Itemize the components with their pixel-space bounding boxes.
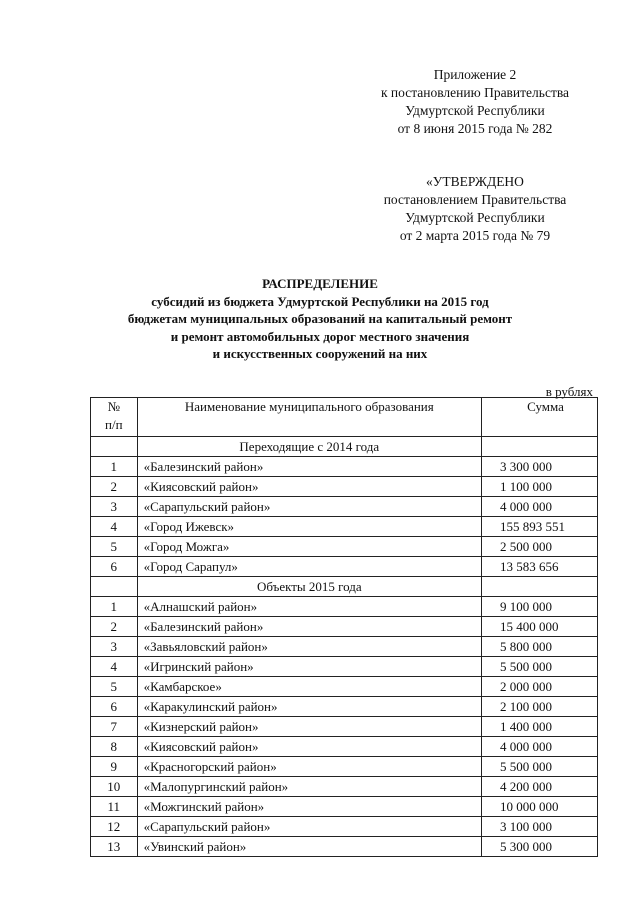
header-sum: Сумма bbox=[482, 398, 598, 437]
table-row bbox=[91, 497, 598, 517]
row-sum: 1 400 000 bbox=[482, 717, 598, 737]
row-sum: 10 000 000 bbox=[482, 797, 598, 817]
section-title: Объекты 2015 года bbox=[137, 577, 481, 597]
row-name: «Город Сарапул» bbox=[137, 557, 481, 577]
table-row bbox=[91, 697, 598, 717]
section-empty-cell bbox=[482, 577, 598, 597]
row-sum: 5 300 000 bbox=[482, 837, 598, 857]
row-sum: 3 300 000 bbox=[482, 457, 598, 477]
row-name: «Алнашский район» bbox=[137, 597, 481, 617]
row-name: «Малопургинский район» bbox=[137, 777, 481, 797]
row-name: «Балезинский район» bbox=[137, 457, 481, 477]
table-row bbox=[91, 637, 598, 657]
annex-line-2: к постановлению Правительства bbox=[380, 85, 570, 100]
unit-label: в рублях bbox=[545, 384, 593, 399]
row-number: 6 bbox=[91, 697, 138, 717]
annex-line-3: Удмуртской Республики bbox=[405, 103, 545, 118]
section-empty-cell bbox=[91, 437, 138, 457]
row-sum: 4 200 000 bbox=[482, 777, 598, 797]
table-row bbox=[91, 597, 598, 617]
row-sum: 4 000 000 bbox=[482, 737, 598, 757]
row-number: 6 bbox=[91, 557, 138, 577]
row-name: «Можгинский район» bbox=[137, 797, 481, 817]
header-number bbox=[91, 398, 138, 437]
row-name: «Киясовский район» bbox=[137, 477, 481, 497]
row-sum: 15 400 000 bbox=[482, 617, 598, 637]
title-line-1: РАСПРЕДЕЛЕНИЕ bbox=[262, 276, 378, 291]
row-name: «Каракулинский район» bbox=[137, 697, 481, 717]
table-row bbox=[91, 477, 598, 497]
table-row bbox=[91, 617, 598, 637]
annex-line-1: Приложение 2 bbox=[433, 67, 517, 82]
section-row bbox=[91, 577, 598, 597]
row-name: «Красногорский район» bbox=[137, 757, 481, 777]
row-sum: 5 500 000 bbox=[482, 657, 598, 677]
row-sum: 4 000 000 bbox=[482, 497, 598, 517]
table-row bbox=[91, 517, 598, 537]
table-row bbox=[91, 657, 598, 677]
row-sum: 3 100 000 bbox=[482, 817, 598, 837]
approved-line-3: Удмуртской Республики bbox=[405, 210, 545, 225]
row-sum: 5 800 000 bbox=[482, 637, 598, 657]
subsidy-table bbox=[90, 397, 598, 857]
table-row bbox=[91, 797, 598, 817]
table-row bbox=[91, 837, 598, 857]
header-name: Наименование муниципального образования bbox=[137, 398, 481, 437]
row-number: 7 bbox=[91, 717, 138, 737]
document-title bbox=[60, 275, 580, 363]
row-name: «Камбарское» bbox=[137, 677, 481, 697]
row-number: 3 bbox=[91, 637, 138, 657]
row-name: «Киясовский район» bbox=[137, 737, 481, 757]
row-name: «Игринский район» bbox=[137, 657, 481, 677]
table-row bbox=[91, 757, 598, 777]
row-name: «Город Можга» bbox=[137, 537, 481, 557]
row-number: 9 bbox=[91, 757, 138, 777]
table-row bbox=[91, 817, 598, 837]
table-row bbox=[91, 737, 598, 757]
row-sum: 155 893 551 bbox=[482, 517, 598, 537]
title-line-5: и искусственных сооружений на них bbox=[212, 346, 428, 361]
row-number: 5 bbox=[91, 677, 138, 697]
approved-line-2: постановлением Правительства bbox=[383, 192, 567, 207]
row-name: «Завьяловский район» bbox=[137, 637, 481, 657]
row-name: «Сарапульский район» bbox=[137, 817, 481, 837]
title-line-2: субсидий из бюджета Удмуртской Республики на 2015 год bbox=[151, 293, 489, 309]
table-row bbox=[91, 677, 598, 697]
row-sum: 13 583 656 bbox=[482, 557, 598, 577]
row-number: 11 bbox=[91, 797, 138, 817]
section-row bbox=[91, 437, 598, 457]
header-number-line-1: № bbox=[107, 399, 120, 414]
table-row bbox=[91, 717, 598, 737]
table-row bbox=[91, 557, 598, 577]
table-row bbox=[91, 457, 598, 477]
table-header-row bbox=[91, 398, 598, 437]
row-number: 4 bbox=[91, 517, 138, 537]
row-name: «Балезинский район» bbox=[137, 617, 481, 637]
row-sum: 2 000 000 bbox=[482, 677, 598, 697]
annex-block bbox=[355, 66, 595, 138]
annex-line-4: от 8 июня 2015 года № 282 bbox=[397, 121, 553, 136]
row-sum: 5 500 000 bbox=[482, 757, 598, 777]
approved-line-4: от 2 марта 2015 года № 79 bbox=[399, 228, 551, 243]
row-sum: 2 500 000 bbox=[482, 537, 598, 557]
row-number: 8 bbox=[91, 737, 138, 757]
row-number: 13 bbox=[91, 837, 138, 857]
row-name: «Увинский район» bbox=[137, 837, 481, 857]
row-name: «Кизнерский район» bbox=[137, 717, 481, 737]
row-sum: 2 100 000 bbox=[482, 697, 598, 717]
row-number: 12 bbox=[91, 817, 138, 837]
row-number: 1 bbox=[91, 597, 138, 617]
row-number: 2 bbox=[91, 477, 138, 497]
row-sum: 1 100 000 bbox=[482, 477, 598, 497]
section-title: Переходящие с 2014 года bbox=[137, 437, 481, 457]
row-number: 5 bbox=[91, 537, 138, 557]
title-line-3: бюджетам муниципальных образований на капитальный ремонт bbox=[127, 311, 513, 326]
row-number: 3 bbox=[91, 497, 138, 517]
approved-block bbox=[355, 173, 595, 245]
header-number-line-2: п/п bbox=[105, 417, 123, 432]
row-name: «Сарапульский район» bbox=[137, 497, 481, 517]
row-number: 4 bbox=[91, 657, 138, 677]
table-row bbox=[91, 537, 598, 557]
title-line-4: и ремонт автомобильных дорог местного значения bbox=[170, 328, 470, 344]
row-number: 1 bbox=[91, 457, 138, 477]
section-empty-cell bbox=[482, 437, 598, 457]
approved-line-1: «УТВЕРЖДЕНО bbox=[426, 174, 524, 189]
section-empty-cell bbox=[91, 577, 138, 597]
row-sum: 9 100 000 bbox=[482, 597, 598, 617]
table-row bbox=[91, 777, 598, 797]
row-name: «Город Ижевск» bbox=[137, 517, 481, 537]
row-number: 2 bbox=[91, 617, 138, 637]
row-number: 10 bbox=[91, 777, 138, 797]
